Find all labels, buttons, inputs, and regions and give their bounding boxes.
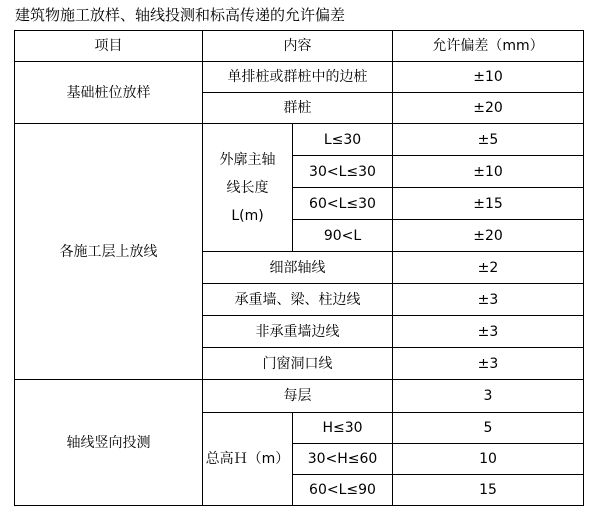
table-row (15, 380, 584, 413)
tolerance-cell: ±20 (393, 220, 584, 252)
tolerance-cell: ±10 (393, 62, 584, 93)
tolerance-cell: 3 (393, 380, 584, 413)
range-cell: 60<L≤30 (293, 188, 393, 220)
section-label-floor: 各施工层上放线 (15, 124, 203, 380)
tolerance-cell: 5 (393, 413, 584, 444)
axis-label-line: L(m) (231, 207, 264, 224)
tolerance-cell: ±15 (393, 188, 584, 220)
header-row (15, 31, 584, 62)
range-cell: 60<L≤90 (293, 475, 393, 506)
table-row (15, 124, 584, 156)
range-cell: H≤30 (293, 413, 393, 444)
range-cell: L≤30 (293, 124, 393, 156)
tolerance-cell: ±5 (393, 124, 584, 156)
total-height-label: 总高Ｈ（m） (203, 413, 293, 506)
content-cell: 非承重墙边线 (203, 316, 393, 348)
axis-label-line: 线长度 (226, 179, 269, 196)
axis-label-line: 外廓主轴 (219, 151, 276, 168)
content-cell: 每层 (203, 380, 393, 413)
table-title: 建筑物施工放样、轴线投测和标高传递的允许偏差 (15, 6, 346, 24)
tolerance-cell: 15 (393, 475, 584, 506)
axis-length-label (203, 124, 293, 252)
tolerance-cell: ±20 (393, 93, 584, 124)
content-cell: 单排桩或群桩中的边桩 (203, 62, 393, 93)
content-cell: 细部轴线 (203, 252, 393, 284)
range-cell: 30<H≤60 (293, 444, 393, 475)
header-tolerance: 允许偏差（mm） (393, 31, 584, 62)
header-item: 项目 (15, 31, 203, 62)
content-cell: 承重墙、梁、柱边线 (203, 284, 393, 316)
table-row (15, 62, 584, 93)
tolerance-cell: ±3 (393, 316, 584, 348)
section-label-vertical: 轴线竖向投测 (15, 380, 203, 506)
content-cell: 群桩 (203, 93, 393, 124)
content-cell: 门窗洞口线 (203, 348, 393, 380)
tolerance-cell: ±3 (393, 284, 584, 316)
tolerance-cell: ±3 (393, 348, 584, 380)
range-cell: 90<L (293, 220, 393, 252)
section-label-pile: 基础桩位放样 (15, 62, 203, 124)
tolerance-cell: 10 (393, 444, 584, 475)
header-content: 内容 (203, 31, 393, 62)
tolerance-table (14, 30, 584, 506)
tolerance-cell: ±2 (393, 252, 584, 284)
range-cell: 30<L≤30 (293, 156, 393, 188)
tolerance-cell: ±10 (393, 156, 584, 188)
